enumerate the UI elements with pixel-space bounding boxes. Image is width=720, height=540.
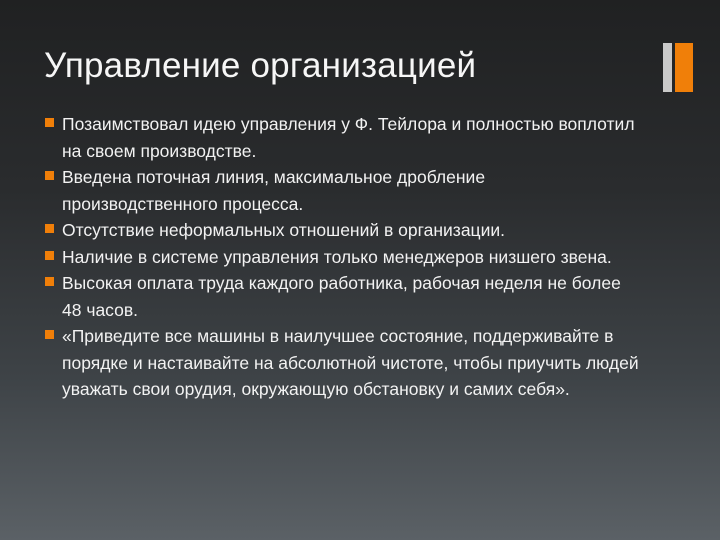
bullet-list — [44, 111, 644, 403]
bullet-item — [44, 323, 644, 403]
bullet-item — [44, 244, 644, 271]
title-accent-decoration — [663, 43, 693, 92]
bullet-item — [44, 217, 644, 244]
bullet-text: Высокая оплата труда каждого работника, рабочая неделя не более 48 часов. — [62, 273, 621, 320]
accent-bar-orange — [675, 43, 693, 92]
bullet-item — [44, 111, 644, 164]
bullet-text: «Приведите все машины в наилучшее состояние, поддерживайте в порядке и настаивайте на абсолютной чистоте, чтобы приучить людей уважать свои орудия, окружающую обстановку и самих себя». — [62, 326, 639, 399]
bullet-text: Введена поточная линия, максимальное дробление производственного процесса. — [62, 167, 486, 214]
bullet-text: Отсутствие неформальных отношений в организации. — [62, 220, 505, 240]
bullet-text: Позаимствовал идею управления у Ф. Тейлора и полностью воплотил на своем производстве. — [62, 114, 635, 161]
bullet-item — [44, 164, 644, 217]
bullet-text: Наличие в системе управления только менеджеров низшего звена. — [62, 246, 612, 267]
slide-title: Управление организацией — [44, 46, 477, 85]
accent-bar-gray — [663, 43, 672, 92]
bullet-item — [44, 270, 644, 323]
